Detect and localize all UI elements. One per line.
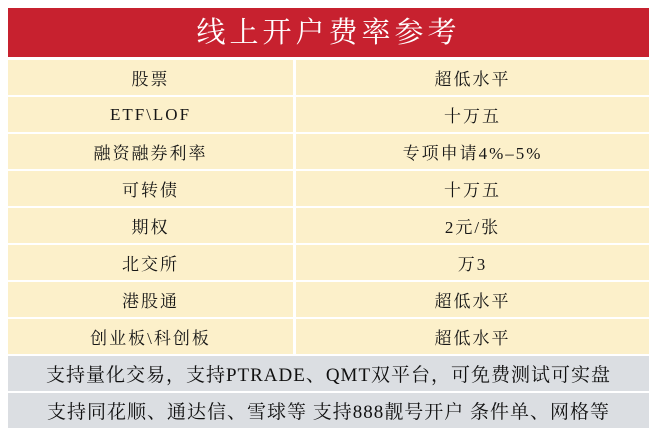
footer-note-line: 支持量化交易，支持PTRADE、QMT双平台，可免费测试可实盘 (8, 356, 649, 391)
fee-rate-value: 专项申请4%–5% (296, 134, 649, 169)
fee-rate-value: 十万五 (296, 97, 649, 132)
page-title: 线上开户费率参考 (196, 17, 461, 49)
poster-content (8, 8, 649, 428)
fee-table (8, 60, 649, 354)
fee-item-label: 融资融券利率 (8, 134, 293, 169)
fee-rate-value: 万3 (296, 245, 649, 280)
fee-item-label: 创业板\科创板 (8, 319, 293, 354)
fee-rate-value: 十万五 (296, 171, 649, 206)
fee-item-label: 北交所 (8, 245, 293, 280)
fee-item-label: 港股通 (8, 282, 293, 317)
header-banner (8, 8, 649, 57)
fee-item-label: 可转债 (8, 171, 293, 206)
fee-rate-value: 超低水平 (296, 319, 649, 354)
footer-notes (8, 356, 649, 428)
footer-note-line: 支持同花顺、通达信、雪球等 支持888靓号开户 条件单、网格等 (8, 393, 649, 428)
fee-rate-value: 超低水平 (296, 60, 649, 95)
fee-item-label: ETF\LOF (8, 97, 293, 132)
fee-item-label: 股票 (8, 60, 293, 95)
fee-rate-value: 超低水平 (296, 282, 649, 317)
fee-rate-value: 2元/张 (296, 208, 649, 243)
fee-item-label: 期权 (8, 208, 293, 243)
